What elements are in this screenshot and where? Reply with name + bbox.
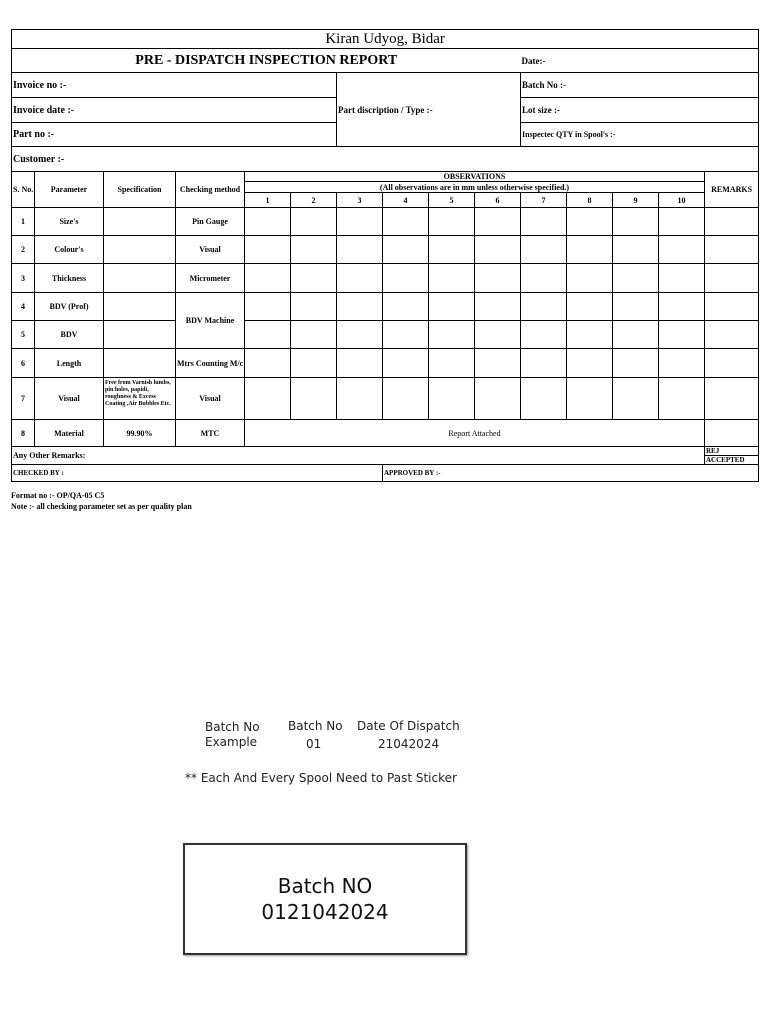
obs-col-number: 3	[337, 193, 383, 208]
obs-cell[interactable]	[245, 321, 291, 349]
obs-cell[interactable]	[567, 321, 613, 349]
row-sno: 4	[12, 293, 35, 321]
table-row	[12, 236, 759, 264]
rej-accepted-box	[705, 447, 759, 465]
report-attached: Report Attached	[245, 420, 705, 447]
obs-cell[interactable]	[567, 264, 613, 293]
row-parameter: BDV (Prof)	[35, 293, 104, 321]
obs-cell[interactable]	[567, 378, 613, 420]
row-method: MTC	[176, 420, 245, 447]
obs-cell[interactable]	[337, 349, 383, 378]
obs-cell[interactable]	[521, 349, 567, 378]
date-label: Date:-	[521, 49, 759, 73]
row-method: Mtrs Counting M/c	[176, 349, 245, 378]
row-parameter: Colour's	[35, 236, 104, 264]
obs-cell[interactable]	[429, 208, 475, 236]
company-name: Kiran Udyog, Bidar	[12, 30, 759, 49]
row-sno: 7	[12, 378, 35, 420]
obs-col-number: 1	[245, 193, 291, 208]
row-sno: 1	[12, 208, 35, 236]
obs-cell[interactable]	[613, 321, 659, 349]
obs-cell[interactable]	[475, 349, 521, 378]
obs-cell[interactable]	[521, 208, 567, 236]
row-spec[interactable]	[104, 321, 176, 349]
batch-no-header: Batch No	[288, 719, 343, 733]
invoice-no-label: Invoice no :-	[12, 73, 337, 98]
obs-cell[interactable]	[291, 349, 337, 378]
row-spec[interactable]	[104, 349, 176, 378]
header-checking-method: Checking method	[176, 172, 245, 208]
obs-col-number: 7	[521, 193, 567, 208]
row-parameter: Thickness	[35, 264, 104, 293]
batch-no-label: Batch No :-	[521, 73, 759, 98]
row-method: Visual	[176, 378, 245, 420]
batch-no-value: 01	[306, 737, 322, 751]
obs-cell[interactable]	[291, 208, 337, 236]
header-observations: OBSERVATIONS	[245, 172, 705, 182]
obs-cell[interactable]	[245, 349, 291, 378]
header-sno: S. No.	[12, 172, 35, 208]
batch-sticker	[183, 843, 467, 955]
row-sno: 2	[12, 236, 35, 264]
obs-cell[interactable]	[521, 264, 567, 293]
obs-cell[interactable]	[659, 349, 705, 378]
obs-cell[interactable]	[613, 264, 659, 293]
table-row	[12, 293, 759, 321]
row-parameter: Material	[35, 420, 104, 447]
part-no-label: Part no :-	[12, 123, 337, 147]
obs-col-number: 2	[291, 193, 337, 208]
table-row	[12, 349, 759, 378]
batch-example-line2: Example	[205, 735, 258, 749]
obs-cell[interactable]	[613, 378, 659, 420]
obs-cell[interactable]	[429, 264, 475, 293]
table-row	[12, 208, 759, 236]
inspection-report-form	[11, 29, 759, 482]
obs-cell[interactable]	[291, 378, 337, 420]
quality-plan-note: Note :- all checking parameter set as per quality plan	[11, 502, 192, 511]
row-parameter: Size's	[35, 208, 104, 236]
obs-cell[interactable]	[245, 264, 291, 293]
table-row	[12, 321, 759, 349]
obs-cell[interactable]	[291, 236, 337, 264]
accepted-label: ACCEPTED	[705, 455, 758, 464]
obs-cell[interactable]	[659, 321, 705, 349]
obs-col-number: 10	[659, 193, 705, 208]
row-parameter: Visual	[35, 378, 104, 420]
obs-cell[interactable]	[291, 321, 337, 349]
obs-cell[interactable]	[383, 349, 429, 378]
obs-cell[interactable]	[429, 378, 475, 420]
header-remarks: REMARKS	[705, 172, 759, 208]
obs-cell[interactable]	[521, 378, 567, 420]
row-sno: 5	[12, 321, 35, 349]
sticker-title: Batch NO	[277, 874, 373, 898]
row-sno: 3	[12, 264, 35, 293]
other-remarks-label: Any Other Remarks:	[12, 447, 705, 465]
obs-cell[interactable]	[429, 236, 475, 264]
obs-cell[interactable]	[383, 264, 429, 293]
obs-cell[interactable]	[521, 321, 567, 349]
lot-size-label: Lot size :-	[521, 98, 759, 123]
obs-cell[interactable]	[383, 236, 429, 264]
row-method: Micrometer	[176, 264, 245, 293]
table-row	[12, 420, 759, 447]
row-method: Visual	[176, 236, 245, 264]
obs-col-number: 5	[429, 193, 475, 208]
table-row	[12, 378, 759, 420]
row-parameter: BDV	[35, 321, 104, 349]
obs-cell[interactable]	[245, 293, 291, 321]
obs-cell[interactable]	[567, 349, 613, 378]
obs-cell[interactable]	[475, 378, 521, 420]
remarks-cell[interactable]	[705, 378, 759, 420]
observations-note: (All observations are in mm unless otherwise specified.)	[245, 182, 705, 193]
obs-cell[interactable]	[383, 321, 429, 349]
obs-cell[interactable]	[475, 236, 521, 264]
obs-cell[interactable]	[337, 236, 383, 264]
remarks-cell[interactable]	[705, 293, 759, 321]
row-spec[interactable]	[104, 293, 176, 321]
row-parameter: Length	[35, 349, 104, 378]
obs-cell[interactable]	[245, 236, 291, 264]
obs-col-number: 9	[613, 193, 659, 208]
report-title: PRE - DISPATCH INSPECTION REPORT	[12, 49, 521, 73]
obs-cell[interactable]	[613, 236, 659, 264]
batch-example-line1: Batch No	[205, 720, 260, 734]
row-spec: 99.90%	[104, 420, 176, 447]
format-number: Format no :- OP/QA-05 C5	[11, 491, 105, 500]
obs-cell[interactable]	[659, 236, 705, 264]
remarks-cell[interactable]	[705, 264, 759, 293]
obs-cell[interactable]	[383, 378, 429, 420]
obs-cell[interactable]	[475, 293, 521, 321]
obs-cell[interactable]	[337, 208, 383, 236]
header-specification: Specification	[104, 172, 176, 208]
remarks-cell[interactable]	[705, 208, 759, 236]
obs-cell[interactable]	[337, 264, 383, 293]
obs-cell[interactable]	[337, 378, 383, 420]
row-sno: 6	[12, 349, 35, 378]
rej-label: REJ	[706, 447, 720, 455]
batch-no-example	[288, 719, 343, 752]
remarks-cell[interactable]	[705, 321, 759, 349]
obs-cell[interactable]	[429, 321, 475, 349]
obs-col-number: 4	[383, 193, 429, 208]
obs-cell[interactable]	[475, 321, 521, 349]
obs-cell[interactable]	[613, 293, 659, 321]
date-of-dispatch-example	[357, 719, 460, 752]
obs-cell[interactable]	[613, 208, 659, 236]
row-method: Pin Gauge	[176, 208, 245, 236]
obs-col-number: 6	[475, 193, 521, 208]
table-row	[12, 264, 759, 293]
obs-cell[interactable]	[567, 293, 613, 321]
remarks-cell[interactable]	[705, 420, 759, 447]
approved-by-label: APPROVED BY :-	[383, 465, 759, 482]
obs-cell[interactable]	[659, 293, 705, 321]
remarks-cell[interactable]	[705, 349, 759, 378]
obs-cell[interactable]	[383, 208, 429, 236]
part-description-label: Part discription / Type :-	[337, 73, 521, 147]
obs-cell[interactable]	[521, 293, 567, 321]
batch-example-label	[205, 720, 260, 750]
row-method: BDV Machine	[176, 293, 245, 349]
form-notes	[11, 490, 192, 512]
row-spec[interactable]	[104, 236, 176, 264]
row-spec: Free from Varnish lumbs, pin holes, papidi, roughness & Excess Coating ,Air Bubbles Etc.	[104, 378, 176, 420]
customer-label: Customer :-	[12, 147, 759, 172]
obs-cell[interactable]	[383, 293, 429, 321]
obs-cell[interactable]	[245, 378, 291, 420]
sticker-batch-number: 0121042024	[261, 900, 389, 924]
obs-cell[interactable]	[521, 236, 567, 264]
row-spec[interactable]	[104, 264, 176, 293]
date-of-dispatch-header: Date Of Dispatch	[357, 719, 460, 733]
inspected-qty-label: Inspectec QTY in Spool's :-	[521, 123, 759, 147]
obs-cell[interactable]	[475, 208, 521, 236]
obs-cell[interactable]	[429, 293, 475, 321]
row-spec[interactable]	[104, 208, 176, 236]
row-sno: 8	[12, 420, 35, 447]
obs-cell[interactable]	[567, 208, 613, 236]
obs-cell[interactable]	[659, 378, 705, 420]
obs-cell[interactable]	[291, 264, 337, 293]
sticker-instruction: ** Each And Every Spool Need to Past Sticker	[185, 771, 457, 785]
header-parameter: Parameter	[35, 172, 104, 208]
invoice-date-label: Invoice date :-	[12, 98, 337, 123]
date-of-dispatch-value: 21042024	[378, 737, 440, 751]
obs-cell[interactable]	[475, 264, 521, 293]
obs-cell[interactable]	[613, 349, 659, 378]
obs-cell[interactable]	[245, 208, 291, 236]
obs-cell[interactable]	[337, 293, 383, 321]
obs-cell[interactable]	[337, 321, 383, 349]
obs-col-number: 8	[567, 193, 613, 208]
obs-cell[interactable]	[659, 208, 705, 236]
obs-cell[interactable]	[429, 349, 475, 378]
obs-cell[interactable]	[659, 264, 705, 293]
checked-by-label: CHECKED BY :	[12, 465, 383, 482]
remarks-cell[interactable]	[705, 236, 759, 264]
obs-cell[interactable]	[567, 236, 613, 264]
obs-cell[interactable]	[291, 293, 337, 321]
